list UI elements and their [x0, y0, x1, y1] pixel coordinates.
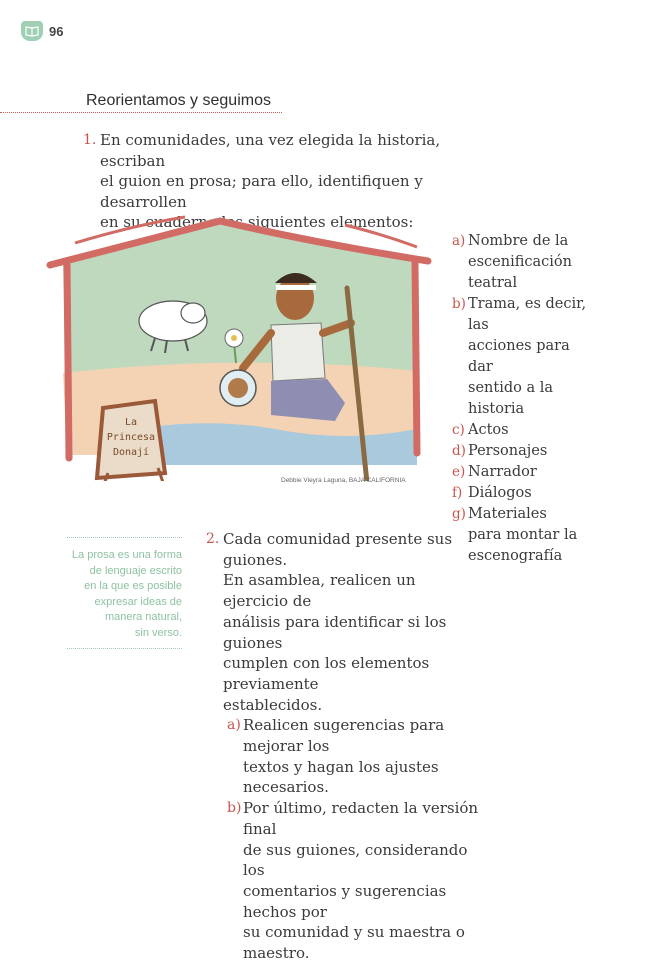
- subitem-letter: a): [227, 717, 241, 734]
- list-item-line: escenificación: [468, 254, 572, 270]
- list-item-line: Trama, es decir, las: [468, 296, 587, 333]
- list-letter: d): [452, 443, 466, 459]
- list-item-line: Actos: [468, 422, 509, 438]
- activity-2-line: Cada comunidad presente sus guiones.: [223, 530, 453, 569]
- list-item-line: sentido a la historia: [468, 380, 553, 417]
- sidenote-line: expresar ideas de: [94, 595, 182, 608]
- book-icon: [21, 21, 43, 41]
- sidenote-line: de lenguaje escrito: [89, 564, 182, 577]
- list-item: [452, 462, 592, 483]
- elements-list: [452, 231, 592, 567]
- list-item-line: Narrador: [468, 464, 537, 480]
- activity-2: [206, 529, 485, 964]
- page-number: 96: [49, 23, 64, 39]
- activity-1-line: en su cuaderno los siguientes elementos:: [100, 213, 414, 231]
- list-item: [452, 441, 592, 462]
- activity-1-number: 1.: [83, 132, 97, 148]
- list-item-line: para montar la: [468, 527, 578, 543]
- activity-1-line: el guion en prosa; para ello, identifiquen y desarrollen: [100, 172, 423, 211]
- list-letter: a): [452, 233, 466, 249]
- activity-1-line: En comunidades, una vez elegida la historia, escriban: [100, 131, 441, 170]
- sidenote-line: manera natural,: [104, 611, 182, 623]
- list-item: [452, 231, 592, 294]
- subitem-line: Realicen sugerencias para mejorar los: [243, 716, 445, 756]
- subitem-b: [223, 798, 485, 964]
- sign-line: La: [124, 417, 138, 428]
- sidenote-line: en la que es posible: [84, 580, 182, 592]
- subitem-line: su comunidad y su maestra o maestro.: [243, 923, 465, 963]
- list-item-line: teatral: [468, 275, 518, 291]
- subitem-line: comentarios y sugerencias hechos por: [243, 881, 447, 921]
- list-item: [452, 483, 592, 504]
- activity-2-line: establecidos.: [223, 695, 323, 714]
- list-letter: g): [452, 506, 466, 522]
- section-title: Reorientamos y seguimos: [86, 92, 271, 109]
- list-letter: c): [452, 422, 465, 438]
- illustration-credit: Debbie Vieyra Laguna, BAJA CALIFORNIA: [281, 477, 406, 484]
- sidenote: [67, 537, 182, 649]
- list-letter: e): [452, 464, 466, 480]
- list-item-line: Personajes: [468, 443, 548, 459]
- activity-2-line: cumplen con los elementos previamente: [223, 654, 430, 693]
- sidenote-line: La prosa es una forma: [71, 549, 182, 561]
- section-divider: [0, 112, 282, 113]
- princesa-sign: [97, 401, 165, 481]
- list-item-line: acciones para dar: [468, 338, 570, 375]
- list-item-line: escenografía: [468, 548, 563, 564]
- list-letter: b): [452, 296, 466, 312]
- subitem-letter: b): [227, 800, 242, 817]
- list-letter: f): [452, 485, 463, 501]
- sign-line: Princesa: [106, 432, 156, 443]
- activity-2-number: 2.: [206, 531, 220, 547]
- activity-2-line: análisis para identificar si los guiones: [223, 612, 447, 652]
- subitem-line: de sus guiones, considerando los: [243, 840, 468, 880]
- list-item: [452, 294, 592, 420]
- page-header: [21, 21, 63, 41]
- activity-2-line: En asamblea, realicen un ejercicio de: [223, 571, 416, 611]
- list-item-line: Diálogos: [468, 485, 532, 501]
- subitem-line: Por último, redacten la versión final: [243, 799, 479, 838]
- subitem-line: textos y hagan los ajustes necesarios.: [243, 757, 439, 797]
- list-item: [452, 420, 592, 441]
- list-item-line: Nombre de la: [468, 233, 569, 249]
- mirror-icon: [220, 370, 256, 406]
- sidenote-line: sin verso.: [134, 626, 182, 639]
- subitem-a: [223, 715, 485, 798]
- stage-illustration: [45, 203, 435, 481]
- list-item-line: Materiales: [468, 506, 547, 522]
- sign-line: Donají: [112, 447, 150, 458]
